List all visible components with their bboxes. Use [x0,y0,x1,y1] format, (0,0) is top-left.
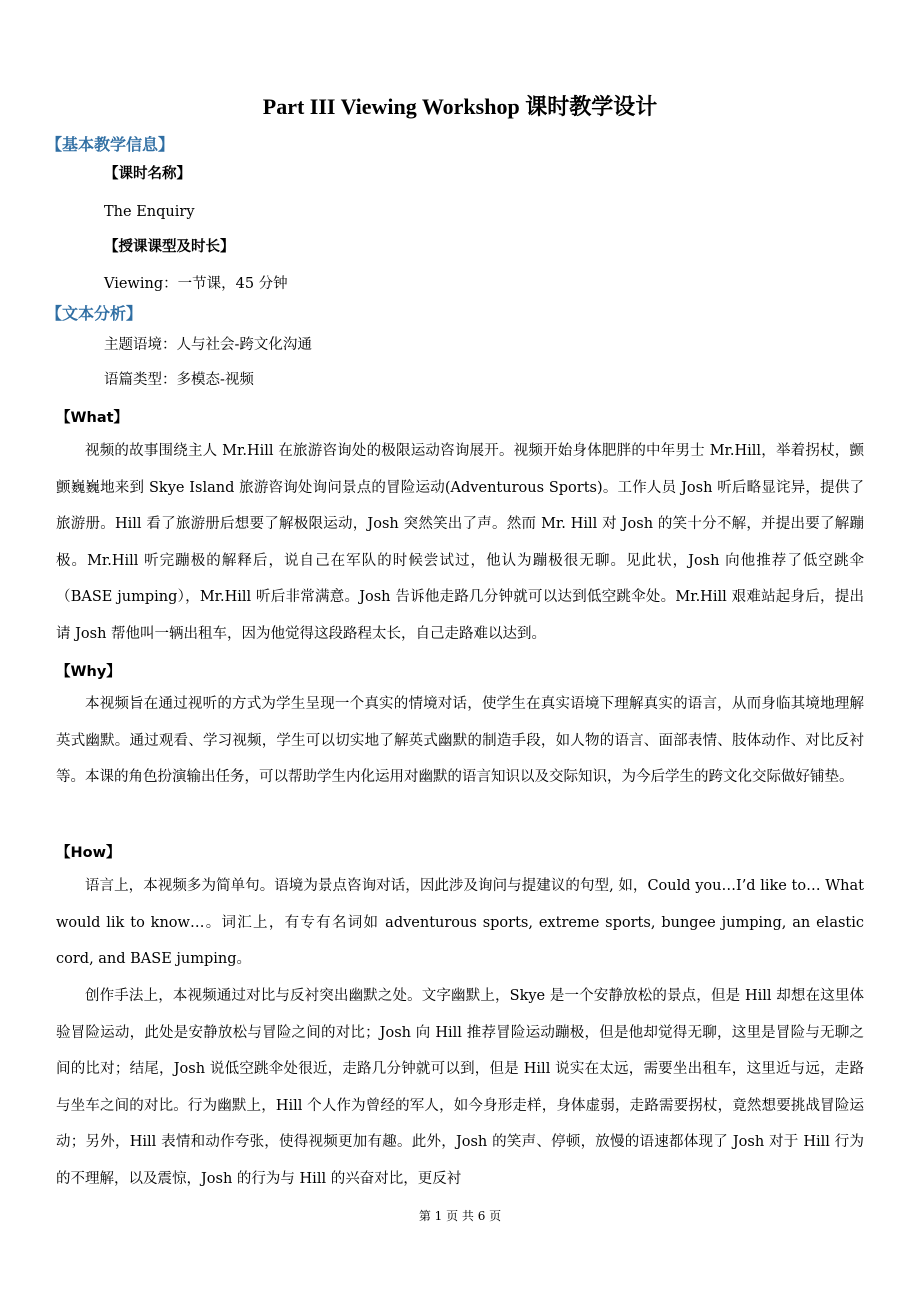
lesson-name-value: The Enquiry [104,204,195,220]
basic-info-heading: 【基本教学信息】 [46,135,175,154]
what-paragraph: 视频的故事围绕主人 Mr.Hill 在旅游咨询处的极限运动咨询展开。视频开始身体肥胖的中年男士 Mr.Hill，举着拐杖，颤颤巍巍地来到 Skye Island 旅游咨询处询问景点的冒险运动(Adventurous Sports)。工作人员 Josh 听后略显诧异，提供了旅游册。Hill 看了旅游册后想要了解极限运动，Josh 突然笑出了声。然而 Mr. Hill 对 Josh 的笑十分不解，并提出要了解蹦极。Mr.Hill 听完蹦极的解释后，说自己在军队的时候尝试过，他认为蹦极很无聊。见此状，Josh 向他推荐了低空跳伞（BASE jumping），Mr.Hill 听后非常满意。Josh 告诉他走路几分钟就可以达到低空跳伞处。Mr.Hill 艰难站起身后，提出请 Josh 帮他叫一辆出租车，因为他觉得这段路程太长，自己走路难以达到。 [56,443,864,642]
how-paragraph-technique: 创作手法上，本视频通过对比与反衬突出幽默之处。文字幽默上，Skye 是一个安静放松的景点，但是 Hill 却想在这里体验冒险运动，此处是安静放松与冒险之间的对比；Josh 向 Hill 推荐冒险运动蹦极，但是他却觉得无聊，这里是冒险与无聊之间的比对；结尾，Josh 说低空跳伞处很近，走路几分钟就可以到，但是 Hill 说实在太远，需要坐出租车，这里近与远，走路与坐车之间的对比。行为幽默上，Hill 个人作为曾经的军人，如今身形走样，身体虚弱，走路需要拐杖，竟然想要挑战冒险运动；另外，Hill 表情和动作夸张，使得视频更加有趣。此外，Josh 的笑声、停顿，放慢的语速都体现了 Josh 对于 Hill 行为的不理解，以及震惊，Josh 的行为与 Hill 的兴奋对比，更反衬 [56,988,864,1187]
text-genre: 语篇类型：多模态-视频 [104,372,254,388]
what-heading: 【What】 [56,410,129,426]
why-paragraph: 本视频旨在通过视听的方式为学生呈现一个真实的情境对话，使学生在真实语境下理解真实的语言，从而身临其境地理解英式幽默。通过观看、学习视频，学生可以切实地了解英式幽默的制造手段，如人物的语言、面部表情、肢体动作、对比反衬等。本课的角色扮演输出任务，可以帮助学生内化运用对幽默的语言知识以及交际知识，为今后学生的跨文化交际做好铺垫。 [56,696,864,785]
lesson-type-value: Viewing：一节课，45 分钟 [104,276,288,292]
lesson-type-label: 【授课课型及时长】 [104,239,235,255]
lesson-name-label: 【课时名称】 [104,166,191,182]
page-footer: 第 1 页 共 6 页 [418,1209,502,1223]
how-heading: 【How】 [56,845,121,861]
text-analysis-heading: 【文本分析】 [46,304,143,323]
page-title: Part III Viewing Workshop 课时教学设计 [262,94,658,119]
theme-context: 主题语境：人与社会-跨文化沟通 [104,337,312,353]
how-paragraph-language: 语言上，本视频多为简单句。语境为景点咨询对话，因此涉及询问与提建议的句型, 如，Could you…I’d like to… What would lik to know…。词汇上，有专有名词如 adventurous sports, extreme sports, bungee jumping, an elastic cord, and BASE jumping。 [56,878,864,967]
why-heading: 【Why】 [56,664,121,680]
